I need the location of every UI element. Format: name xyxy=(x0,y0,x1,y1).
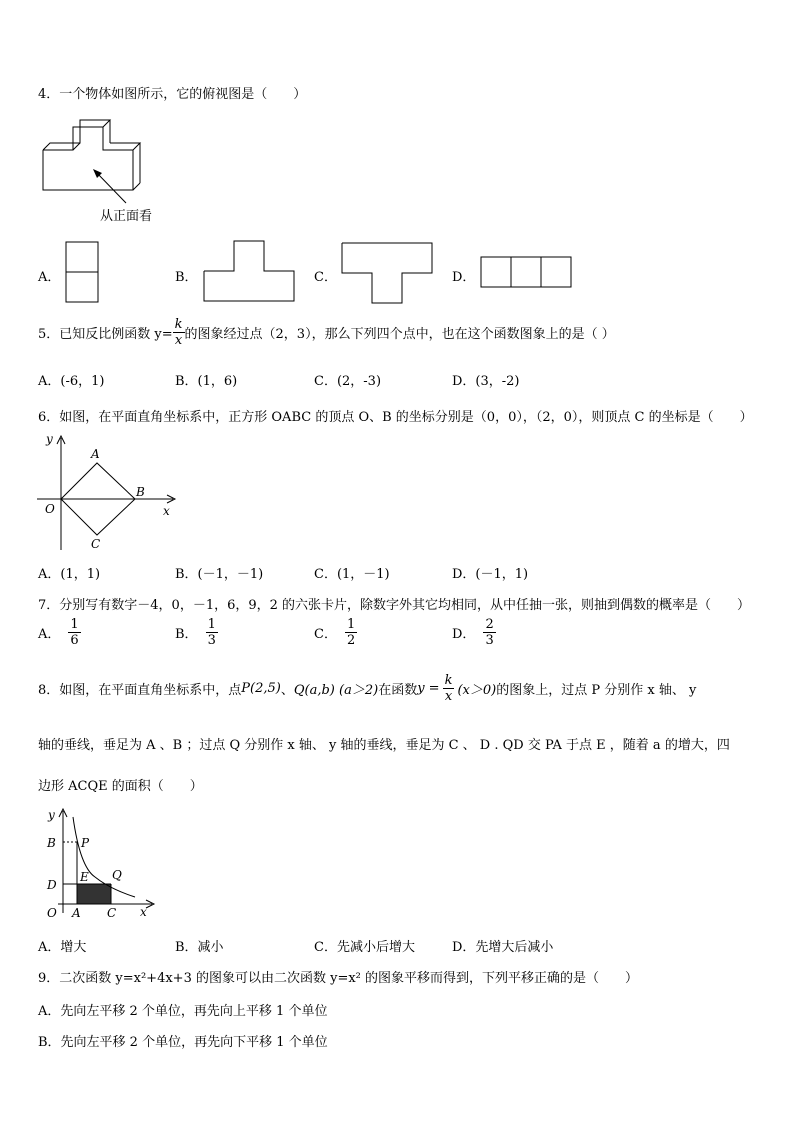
q8-line-2: 轴的垂线，垂足为 A 、B ；过点 Q 分别作 x 轴、 y 轴的垂线，垂足为 C 、 D . QD 交 PA 于点 E ，随着 a 的增大，四 xyxy=(38,738,730,753)
q8-label-y: y xyxy=(48,808,55,822)
q8-line-3: 边形 ACQE 的面积（ ） xyxy=(38,779,203,794)
q7-option-a-den: 6 xyxy=(70,633,79,648)
q8-sep: 、 xyxy=(280,683,294,698)
q4-option-c-shape xyxy=(341,242,435,306)
q6-stem: 6．如图，在平面直角坐标系中，正方形 OABC 的顶点 O、B 的坐标分别是（0，0），（2，0），则顶点 C 的坐标是（ ） xyxy=(38,410,753,425)
q6-option-d: D．(－1，1) xyxy=(452,567,529,582)
q7-option-d-fraction xyxy=(483,618,495,647)
q8-label-d: D xyxy=(47,878,57,892)
q5-option-b: B．(1，6) xyxy=(175,374,238,389)
q9-option-a: A．先向左平移 2 个单位，再先向上平移 1 个单位 xyxy=(38,1004,328,1019)
q7-option-c-fraction xyxy=(345,618,357,647)
q5-option-d: D．(3，-2) xyxy=(452,374,520,389)
q6-label-c: C xyxy=(91,537,101,551)
q7-option-d-letter: D． xyxy=(452,627,476,642)
q6-option-b: B．(－1，－1) xyxy=(175,567,264,582)
q8-option-c: C．先减小后增大 xyxy=(314,940,415,955)
q7-option-b-num: 1 xyxy=(207,617,216,632)
q8-graph-figure xyxy=(40,805,160,925)
q5-stem-b: 的图象经过点（2，3），那么下列四个点中，也在这个函数图象上的是（ ） xyxy=(184,327,615,342)
q7-stem: 7．分别写有数字－4，0，－1，6，9，2 的六张卡片，除数字外其它均相同，从中任抽一张，则抽到偶数的概率是（ ） xyxy=(38,598,751,613)
q8-fraction xyxy=(443,674,455,703)
q7-option-a-num: 1 xyxy=(70,617,79,632)
q4-option-b-label: B． xyxy=(175,270,198,285)
q6-option-a: A．(1，1) xyxy=(38,567,101,582)
q8-option-a: A．增大 xyxy=(38,940,87,955)
q8-line-1 xyxy=(38,674,696,703)
q6-label-y: y xyxy=(46,432,53,446)
q8-label-o: O xyxy=(47,906,57,920)
q8-label-b: B xyxy=(47,836,56,850)
q7-option-a-fraction xyxy=(68,618,80,647)
q8-func-cond: (x＞0) xyxy=(457,683,497,698)
q7-option-c-letter: C． xyxy=(314,627,337,642)
q5-frac-num: k xyxy=(174,317,183,332)
q5-stem-a: 5．已知反比例函数 y= xyxy=(38,327,173,342)
q8-option-b: B．减小 xyxy=(175,940,224,955)
q6-coordinate-figure xyxy=(35,430,185,555)
q4-option-c-label: C． xyxy=(314,270,337,285)
q7-option-c-num: 1 xyxy=(346,617,356,632)
q6-label-o: O xyxy=(45,502,55,516)
q8-frac-den: x xyxy=(444,689,453,704)
q5-fraction xyxy=(173,318,185,347)
q4-fig-caption: 从正面看 xyxy=(100,209,153,224)
q8-line-1-a: 8．如图，在平面直角坐标系中，点 xyxy=(38,683,242,698)
q8-label-e: E xyxy=(80,870,89,884)
q8-line-1-c: 的图象上，过点 P 分别作 x 轴、 y xyxy=(496,683,697,698)
q5-option-a: A．(-6，1) xyxy=(38,374,105,389)
q5-option-c: C．(2，-3) xyxy=(314,374,382,389)
q6-label-x: x xyxy=(163,504,170,518)
q7-option-a xyxy=(38,618,81,647)
q7-option-b-letter: B． xyxy=(175,627,198,642)
q8-point-q: Q(a,b) (a＞2) xyxy=(293,683,379,698)
q8-label-a: A xyxy=(72,906,81,920)
q5-frac-den: x xyxy=(174,333,183,348)
q7-option-b-fraction xyxy=(206,618,218,647)
q5-stem xyxy=(38,318,615,347)
q7-option-b xyxy=(175,618,218,647)
q7-option-b-den: 3 xyxy=(207,633,216,648)
q8-point-p: P(2,5) xyxy=(241,681,281,696)
q8-label-q: Q xyxy=(112,868,122,882)
q8-frac-num: k xyxy=(444,673,453,688)
q9-option-b: B．先向左平移 2 个单位，再先向下平移 1 个单位 xyxy=(38,1035,328,1050)
q4-option-a-label: A． xyxy=(38,270,61,285)
q4-option-d-shape xyxy=(480,256,574,290)
q7-option-d xyxy=(452,618,496,647)
q7-option-c-den: 2 xyxy=(346,633,356,648)
q4-stem: 4．一个物体如图所示，它的俯视图是（ ） xyxy=(38,87,307,102)
q7-option-d-num: 2 xyxy=(485,617,494,632)
q4-option-a-shape xyxy=(65,241,101,305)
q8-option-d: D．先增大后减小 xyxy=(452,940,554,955)
q8-label-p: P xyxy=(81,836,90,850)
q9-stem: 9．二次函数 y=x²+4x+3 的图象可以由二次函数 y=x² 的图象平移而得到，下列平移正确的是（ ） xyxy=(38,971,639,986)
q6-label-b: B xyxy=(136,485,145,499)
q8-label-x: x xyxy=(140,905,147,919)
q7-option-d-den: 3 xyxy=(485,633,494,648)
q4-option-b-shape xyxy=(203,240,297,304)
q7-option-c xyxy=(314,618,357,647)
q8-func-y: y = xyxy=(417,681,440,696)
q8-label-c: C xyxy=(107,906,117,920)
q8-line-1-b: 在函数 xyxy=(378,683,418,698)
q6-option-c: C．(1，－1) xyxy=(314,567,390,582)
q6-label-a: A xyxy=(91,447,100,461)
q7-option-a-letter: A． xyxy=(38,627,61,642)
q4-option-d-label: D． xyxy=(452,270,476,285)
